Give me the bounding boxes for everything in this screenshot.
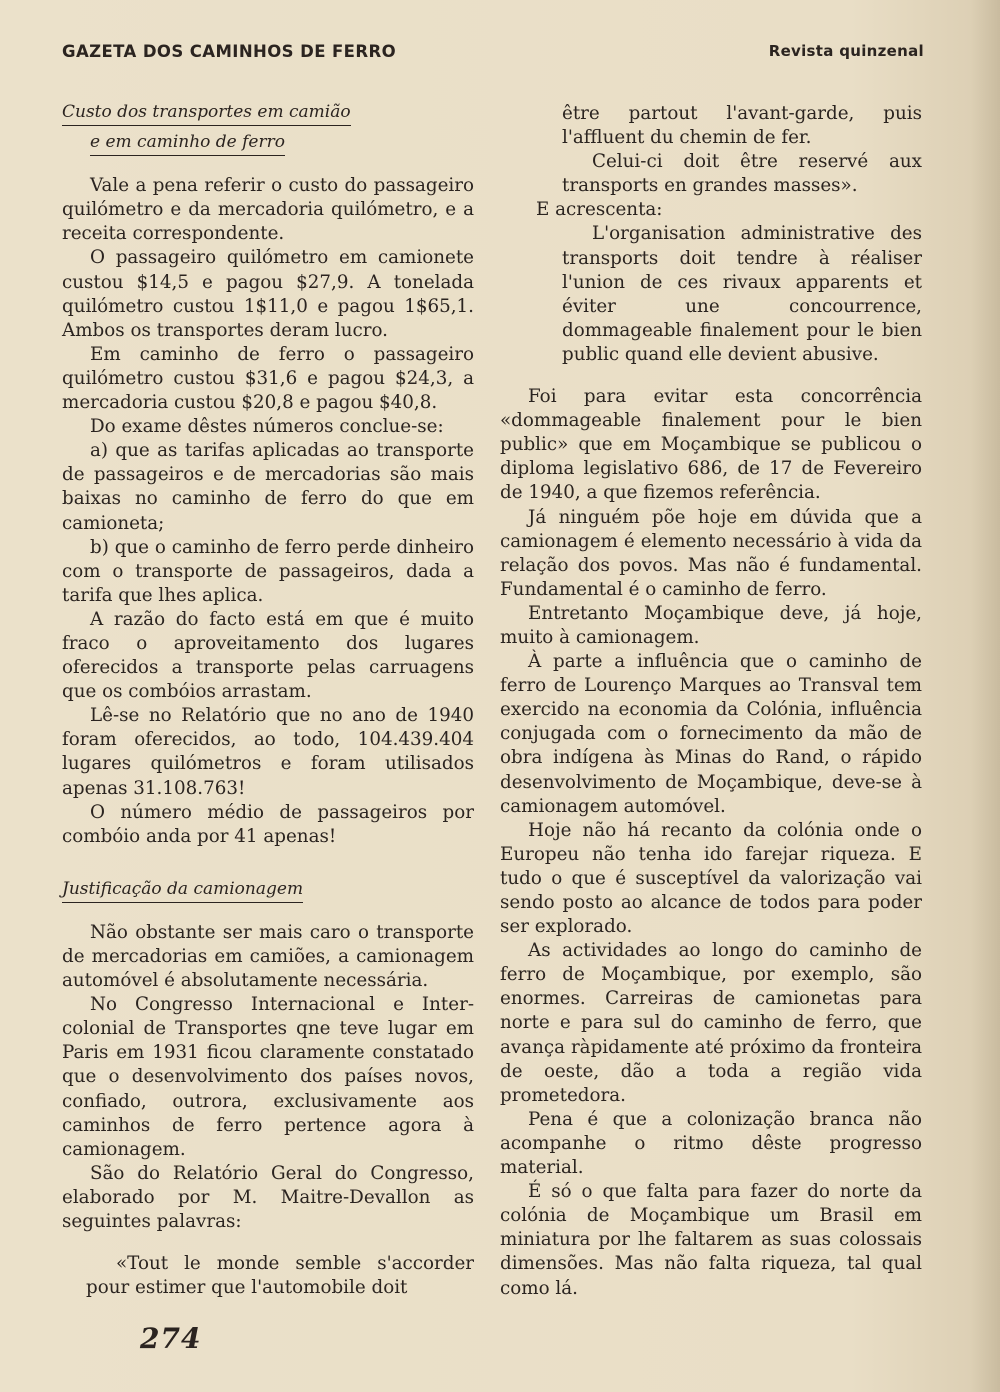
paragraph: Hoje não há recanto da colónia onde o Europeu não tenha ido farejar riqueza. E tudo o que é susceptível da valorização vai sendo posto ao alcance de todos para poder ser explorado.	[500, 819, 922, 938]
section-heading-justification	[62, 877, 474, 903]
paragraph: O passageiro quilómetro em camionete custou $14,5 e pagou $27,9. A tonelada quilómetro custou 1$11,0 e pagou 1$65,1. Ambos os transportes deram lucro.	[62, 247, 474, 341]
quote-text: être partout l'avant-garde, puis l'affluent du chemin de fer.	[562, 103, 922, 149]
heading-justification: Justificação da camionagem	[62, 877, 303, 903]
paragraph: São do Relatório Geral do Congresso, elaborado por M. Maitre-Devallon as seguintes palavras:	[62, 1162, 474, 1233]
paragraph: Do exame dêstes números conclue-se:	[90, 416, 444, 438]
paragraph: É só o que falta para fazer do norte da colónia de Moçambique um Brasil em miniatura por lhe faltarem as suas colossais dimensões. Mas não falta riqueza, tal qual como lá.	[500, 1181, 922, 1299]
journal-subtitle: Revista quinzenal	[768, 42, 924, 60]
block-quote-continued	[500, 102, 922, 198]
paragraph: b) que o caminho de ferro perde dinheiro com o transporte de passageiros, dada a tarifa que lhes aplica.	[62, 536, 474, 606]
quote-text: «Tout le monde semble s'accorder pour estimer que l'automobile doit	[86, 1253, 474, 1299]
paragraph: No Congresso Internacional e Inter-colonial de Transportes qne teve lugar em Paris em 1931 ficou claramente constatado que o desenvolvimento dos países novos, confiado, outrora, exclusivamente aos caminhos de ferro pertence agora à camionagem.	[62, 994, 474, 1160]
left-column	[62, 100, 474, 1300]
paragraph: Entretanto Moçambique deve, já hoje, muito à camionagem.	[500, 602, 922, 648]
paragraph: A razão do facto está em que é muito fraco o aproveitamento dos lugares oferecidos a transporte pelas carruagens que os combóios arrastam.	[62, 608, 474, 703]
paragraph: Não obstante ser mais caro o transporte de mercadorias em camiões, a camionagem automóvel é absolutamente necessária.	[62, 921, 474, 992]
paragraph: Já ninguém põe hoje em dúvida que a camionagem é elemento necessário à vida da relação dos povos. Mas não é fundamental. Fundamental é o caminho de ferro.	[500, 506, 922, 600]
paragraph: As actividades ao longo do caminho de ferro de Moçambique, por exemplo, são enormes. Carreiras de camionetas para norte e para sul do caminho de ferro, que avança ràpidamente até próximo da fronteira de oeste, dão a toda a região vida prometedora.	[500, 940, 922, 1106]
paragraph: Vale a pena referir o custo do passageiro quilómetro e da mercadoria quilómetro, e a receita correspondente.	[62, 175, 474, 245]
paragraph: Em caminho de ferro o passageiro quilómetro custou $31,6 e pagou $24,3, a mercadoria custou $20,8 e pagou $40,8.	[62, 343, 474, 414]
block-quote	[62, 1252, 474, 1300]
paragraph: À parte a influência que o caminho de ferro de Lourenço Marques ao Transval tem exercido na economia da Colónia, influência conjugada com o fornecimento da mão de obra indígena às Minas do Rand, o rápido desenvolvimento de Moçambique, deve-se à camionagem automóvel.	[500, 651, 922, 817]
paragraph: O número médio de passageiros por combóio anda por 41 apenas!	[62, 801, 474, 847]
journal-title: GAZETA DOS CAMINHOS DE FERRO	[62, 42, 396, 61]
paragraph: Lê-se no Relatório que no ano de 1940 foram oferecidos, ao todo, 104.439.404 lugares quilómetros e foram utilisados apenas 31.108.763!	[62, 705, 474, 799]
paragraph: E acrescenta:	[536, 199, 663, 221]
heading-line-1: Custo dos transportes em camião	[62, 100, 351, 126]
quote-text: Celui-ci doit être reservé aux transports en grandes masses».	[562, 151, 922, 197]
heading-line-2: e em caminho de ferro	[90, 130, 285, 156]
block-quote-2	[500, 222, 922, 367]
quote-text: L'organisation administrative des transports doit tendre à réaliser l'union de ces rivaux apparents et éviter une concourrence, dommageable finalement pour le bien public quand elle devient abusive.	[562, 223, 922, 365]
section-heading-costs	[62, 100, 474, 156]
page-number: 274	[140, 1322, 202, 1355]
paragraph: Pena é que a colonização branca não acompanhe o ritmo dêste progresso material.	[500, 1108, 922, 1179]
paragraph: Foi para evitar esta concorrência «dommageable finalement pour le bien public» que em Moçambique se publicou o diploma legislativo 686, de 17 de Fevereiro de 1940, a que fizemos referência.	[500, 386, 922, 504]
paragraph: a) que as tarifas aplicadas ao transporte de passageiros e de mercadorias são mais baixas no caminho de ferro do que em camioneta;	[62, 440, 474, 534]
right-column	[500, 102, 922, 1301]
